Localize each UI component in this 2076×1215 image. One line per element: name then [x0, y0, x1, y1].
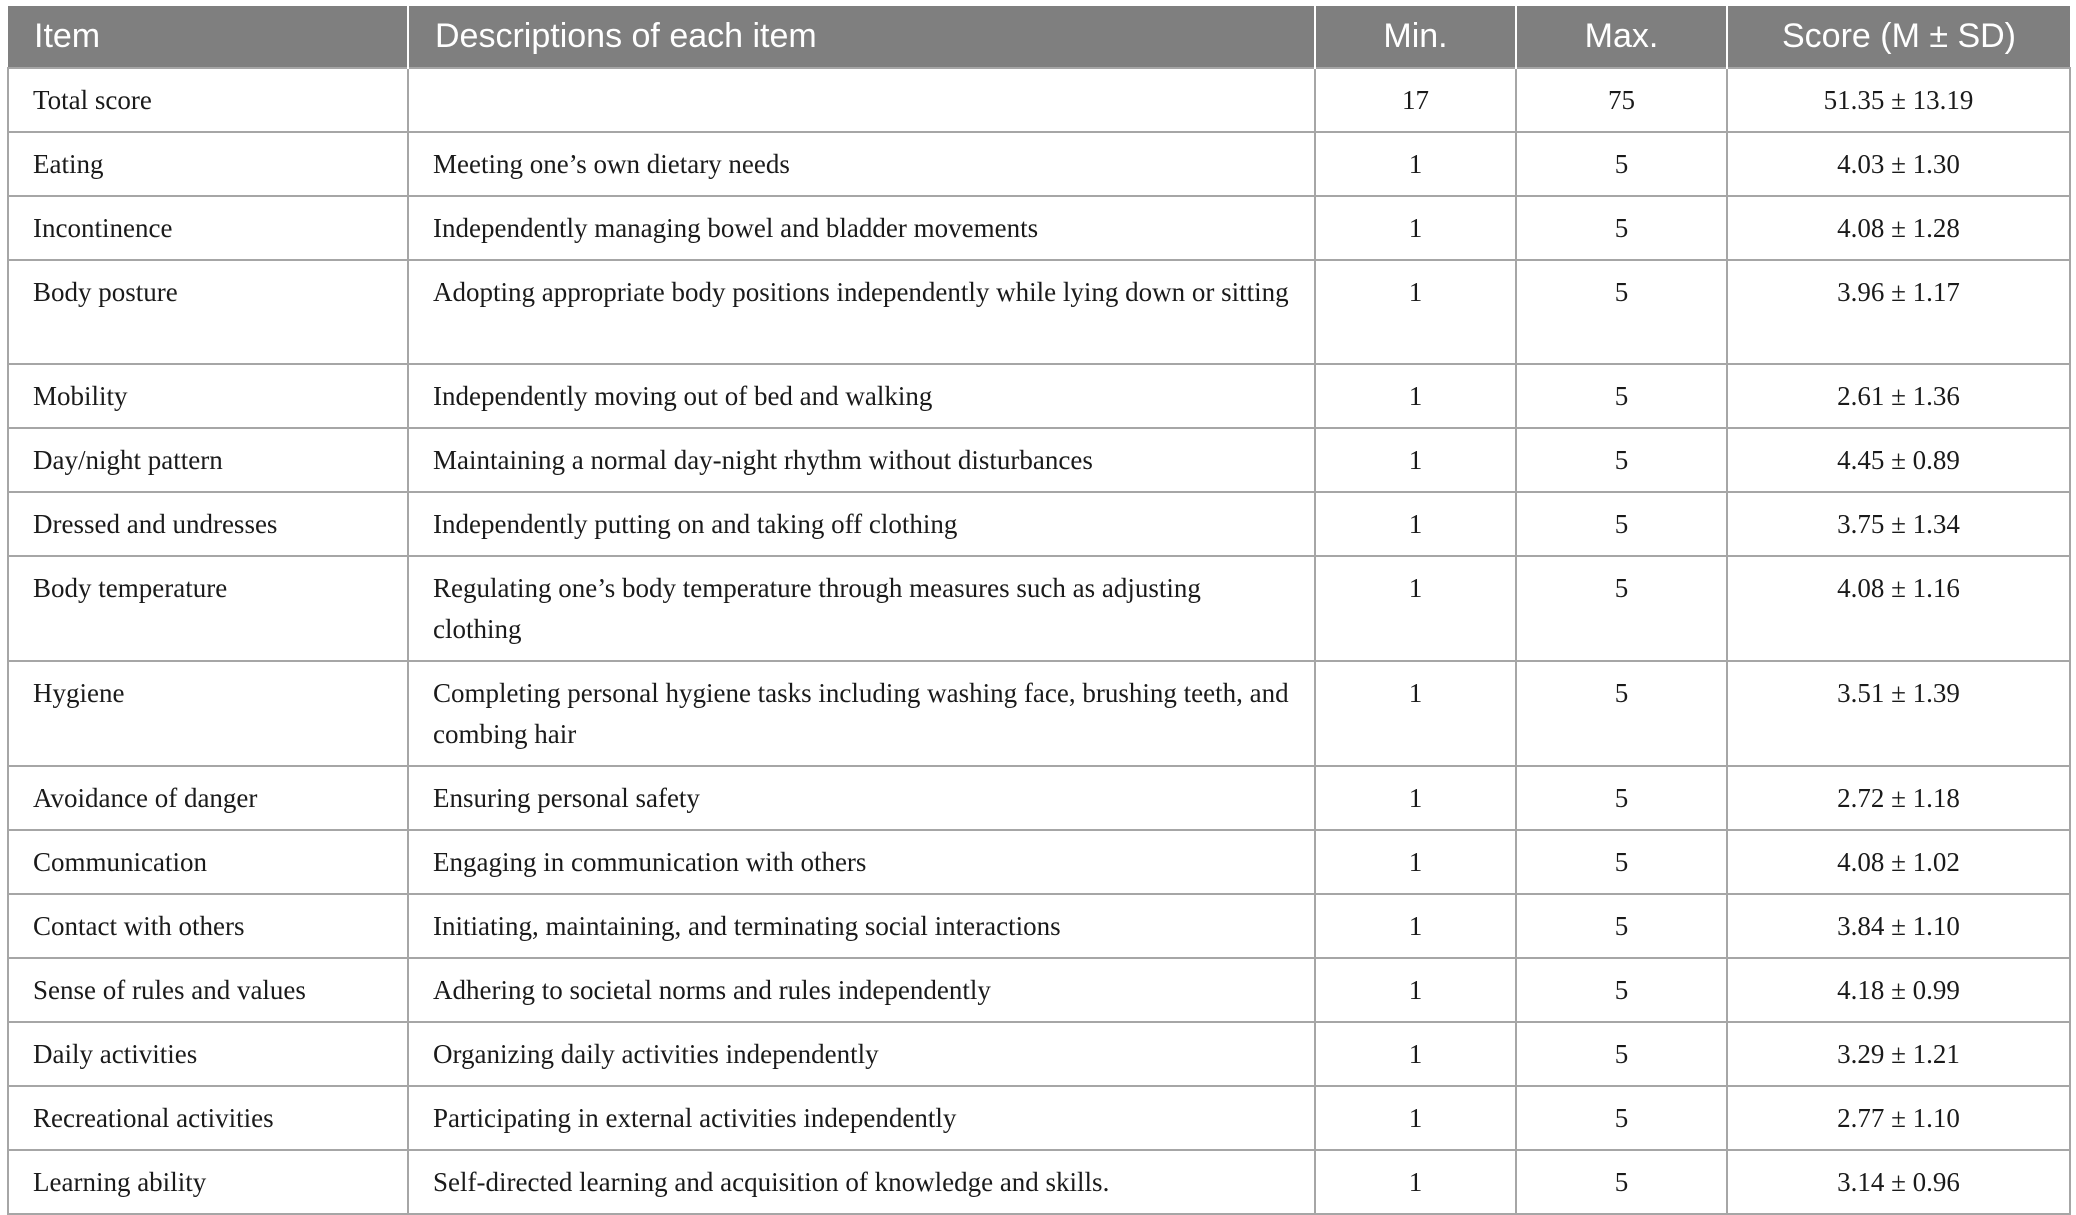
score-cell: 4.45 ± 0.89 [1727, 428, 2070, 492]
min-cell: 1 [1315, 830, 1516, 894]
description-cell: Completing personal hygiene tasks including washing face, brushing teeth, and combing hair [408, 661, 1315, 766]
description-cell: Engaging in communication with others [408, 830, 1315, 894]
max-cell: 5 [1516, 1086, 1727, 1150]
item-scores-table [7, 6, 2071, 1215]
score-cell: 3.29 ± 1.21 [1727, 1022, 2070, 1086]
table-row [8, 492, 2070, 556]
score-cell: 4.18 ± 0.99 [1727, 958, 2070, 1022]
table-header [8, 6, 2070, 68]
item-cell: Incontinence [8, 196, 408, 260]
item-cell: Total score [8, 68, 408, 132]
header-score: Score (M ± SD) [1727, 6, 2070, 68]
table-row [8, 661, 2070, 766]
min-cell: 1 [1315, 260, 1516, 364]
min-cell: 17 [1315, 68, 1516, 132]
item-cell: Sense of rules and values [8, 958, 408, 1022]
max-cell: 5 [1516, 364, 1727, 428]
table-row [8, 556, 2070, 661]
description-cell: Independently moving out of bed and walking [408, 364, 1315, 428]
score-cell: 4.08 ± 1.16 [1727, 556, 2070, 661]
table-row [8, 428, 2070, 492]
max-cell: 5 [1516, 830, 1727, 894]
description-cell: Maintaining a normal day-night rhythm without disturbances [408, 428, 1315, 492]
min-cell: 1 [1315, 492, 1516, 556]
table-container [7, 6, 2069, 1215]
table-row [8, 1086, 2070, 1150]
description-cell: Initiating, maintaining, and terminating social interactions [408, 894, 1315, 958]
header-item: Item [34, 17, 101, 55]
item-cell: Daily activities [8, 1022, 408, 1086]
score-cell: 3.14 ± 0.96 [1727, 1150, 2070, 1214]
table-row [8, 766, 2070, 830]
description-cell: Meeting one’s own dietary needs [408, 132, 1315, 196]
item-cell: Mobility [8, 364, 408, 428]
max-cell: 5 [1516, 260, 1727, 364]
max-cell: 5 [1516, 428, 1727, 492]
item-cell: Hygiene [8, 661, 408, 766]
table-row [8, 196, 2070, 260]
description-cell: Organizing daily activities independently [408, 1022, 1315, 1086]
table-row [8, 894, 2070, 958]
score-cell: 4.08 ± 1.28 [1727, 196, 2070, 260]
min-cell: 1 [1315, 1086, 1516, 1150]
table-row [8, 1022, 2070, 1086]
score-cell: 3.75 ± 1.34 [1727, 492, 2070, 556]
table-row [8, 958, 2070, 1022]
max-cell: 5 [1516, 196, 1727, 260]
max-cell: 5 [1516, 766, 1727, 830]
max-cell: 5 [1516, 661, 1727, 766]
score-cell: 3.51 ± 1.39 [1727, 661, 2070, 766]
max-cell: 5 [1516, 1022, 1727, 1086]
min-cell: 1 [1315, 364, 1516, 428]
table-row [8, 364, 2070, 428]
description-cell: Ensuring personal safety [408, 766, 1315, 830]
item-cell: Communication [8, 830, 408, 894]
description-cell: Independently managing bowel and bladder movements [408, 196, 1315, 260]
score-cell: 3.96 ± 1.17 [1727, 260, 2070, 364]
description-cell: Self-directed learning and acquisition of knowledge and skills. [408, 1150, 1315, 1214]
min-cell: 1 [1315, 428, 1516, 492]
item-cell: Body posture [8, 260, 408, 364]
max-cell: 75 [1516, 68, 1727, 132]
item-cell: Avoidance of danger [8, 766, 408, 830]
table-body [8, 68, 2070, 1214]
min-cell: 1 [1315, 958, 1516, 1022]
table-row [8, 132, 2070, 196]
min-cell: 1 [1315, 1150, 1516, 1214]
max-cell: 5 [1516, 556, 1727, 661]
score-cell: 51.35 ± 13.19 [1727, 68, 2070, 132]
score-cell: 4.08 ± 1.02 [1727, 830, 2070, 894]
min-cell: 1 [1315, 894, 1516, 958]
table-row [8, 68, 2070, 132]
min-cell: 1 [1315, 1022, 1516, 1086]
min-cell: 1 [1315, 556, 1516, 661]
item-cell: Eating [8, 132, 408, 196]
item-cell: Learning ability [8, 1150, 408, 1214]
score-cell: 2.61 ± 1.36 [1727, 364, 2070, 428]
header-min: Min. [1315, 6, 1516, 68]
description-cell: Independently putting on and taking off clothing [408, 492, 1315, 556]
item-cell: Contact with others [8, 894, 408, 958]
header-row [8, 6, 2070, 68]
item-cell: Body temperature [8, 556, 408, 661]
description-cell: Participating in external activities independently [408, 1086, 1315, 1150]
max-cell: 5 [1516, 958, 1727, 1022]
min-cell: 1 [1315, 196, 1516, 260]
description-cell: Adhering to societal norms and rules independently [408, 958, 1315, 1022]
min-cell: 1 [1315, 766, 1516, 830]
max-cell: 5 [1516, 894, 1727, 958]
score-cell: 2.72 ± 1.18 [1727, 766, 2070, 830]
description-cell [408, 68, 1315, 132]
score-cell: 2.77 ± 1.10 [1727, 1086, 2070, 1150]
table-row [8, 830, 2070, 894]
item-cell: Day/night pattern [8, 428, 408, 492]
score-cell: 3.84 ± 1.10 [1727, 894, 2070, 958]
header-description: Descriptions of each item [408, 6, 1315, 68]
max-cell: 5 [1516, 492, 1727, 556]
min-cell: 1 [1315, 661, 1516, 766]
score-cell: 4.03 ± 1.30 [1727, 132, 2070, 196]
item-cell: Dressed and undresses [8, 492, 408, 556]
max-cell: 5 [1516, 1150, 1727, 1214]
header-max: Max. [1516, 6, 1727, 68]
max-cell: 5 [1516, 132, 1727, 196]
description-cell: Regulating one’s body temperature through measures such as adjusting clothing [408, 556, 1315, 661]
item-cell: Recreational activities [8, 1086, 408, 1150]
min-cell: 1 [1315, 132, 1516, 196]
description-cell: Adopting appropriate body positions independently while lying down or sitting [408, 260, 1315, 364]
table-row [8, 1150, 2070, 1214]
table-row [8, 260, 2070, 364]
